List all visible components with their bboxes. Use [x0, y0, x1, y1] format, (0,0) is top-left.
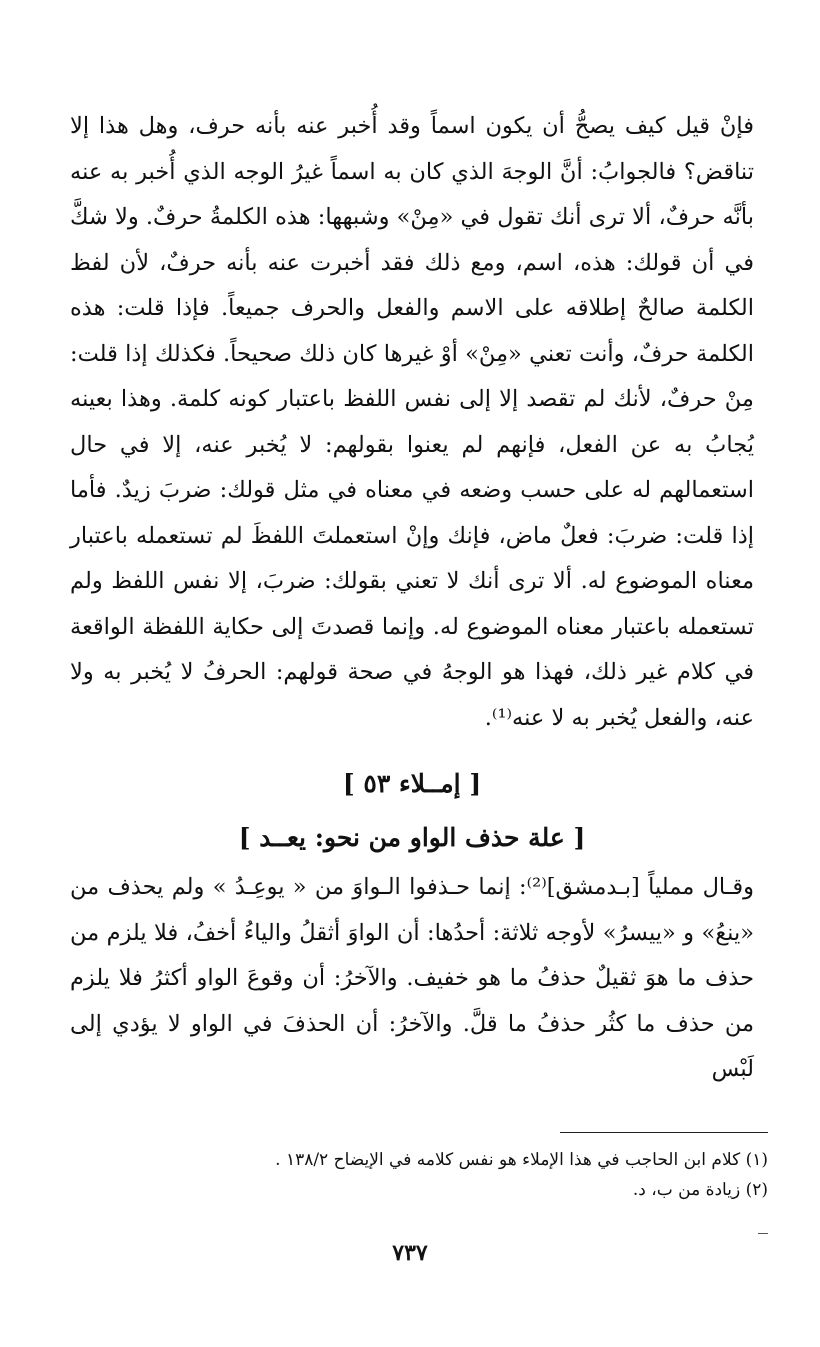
footnote-divider [560, 1132, 768, 1133]
dictation-heading: [ إمــلاء ٥٣ ] [342, 769, 482, 798]
footnote-2: (٢) زيادة من ب، د. [632, 1180, 768, 1200]
page-body [70, 104, 754, 1093]
topic-heading: [ علة حذف الواو من نحو: يعــد ] [238, 823, 586, 852]
footnotes [88, 1132, 768, 1205]
main-paragraph: فإنْ قيل كيف يصحُّ أن يكون اسماً وقد أُخبر عنه بأنه حرف، وهل هذا إلا تناقض؟ فالجوابُ: أنَّ الوجهَ الذي كان به اسماً غيرُ الوجه الذي أُخبر به عنه بأنَّه حرفٌ، ألا ترى أنك تقول في «مِنْ» وشبهها: هذه الكلمةُ حرفٌ. ولا شكَّ في أن قولك: هذه، اسم، ومع ذلك فقد أخبرت عنه بأنه حرفٌ، لأن لفظ الكلمة صالحٌ إطلاقه على الاسم والفعل والحرف جميعاً. فإذا قلت: هذه الكلمة حرفٌ، وأنت تعني «مِنْ» أوْ غيرها كان ذلك صحيحاً. فكذلك إذا قلت: مِنْ حرفٌ، لأنك لم تقصد إلا إلى نفس اللفظ باعتبار كونه كلمة. وهذا بعينه يُجابُ به عن الفعل، فإنهم لم يعنوا بقولهم: لا يُخبر عنه، إلا في حال استعمالهم له على حسب وضعه في معناه في مثل قولك: ضربَ زيدٌ. فأما إذا قلت: ضربَ: فعلٌ ماض، فإنك وإنْ استعملتَ اللفظَ لم تستعمله باعتبار معناه الموضوع له. ألا ترى أنك لا تعني بقولك: ضربَ، إلا نفس اللفظ ولم تستعمله باعتبار معناه الموضوع له. وإنما قصدتَ إلى حكاية اللفظة الواقعة في كلام غير ذلك، فهذا هو الوجهُ في صحة قولهم: الحرفُ لا يُخبر به ولا عنه، والفعل يُخبر به لا عنه⁽¹⁾. [70, 113, 754, 731]
footnote-1: (١) كلام ابن الحاجب في هذا الإملاء هو نفس كلامه في الإيضاح ١٣٨/٢ . [275, 1150, 768, 1170]
page-number: ٧٣٧ [392, 1240, 428, 1266]
margin-mark [758, 1233, 768, 1234]
dictation-paragraph: وقـال مملياً [بـدمشق]⁽²⁾: إنما حـذفوا الـواوَ من « يوعِـدُ » ولم يحذف من «ينعُ» و «ييسرُ» لأوجه ثلاثة: أحدُها: أن الواوَ أثقلُ والياءُ أخفُ، فلا يلزم من حذف ما هوَ ثقيلٌ حذفُ ما هو خفيف. والآخرُ: أن وقوعَ الواو أكثرُ فلا يلزم من حذف ما كثُر حذفُ ما قلَّ. والآخرُ: أن الحذفَ في الواو لا يؤدي إلى لَبْس [70, 874, 755, 1082]
